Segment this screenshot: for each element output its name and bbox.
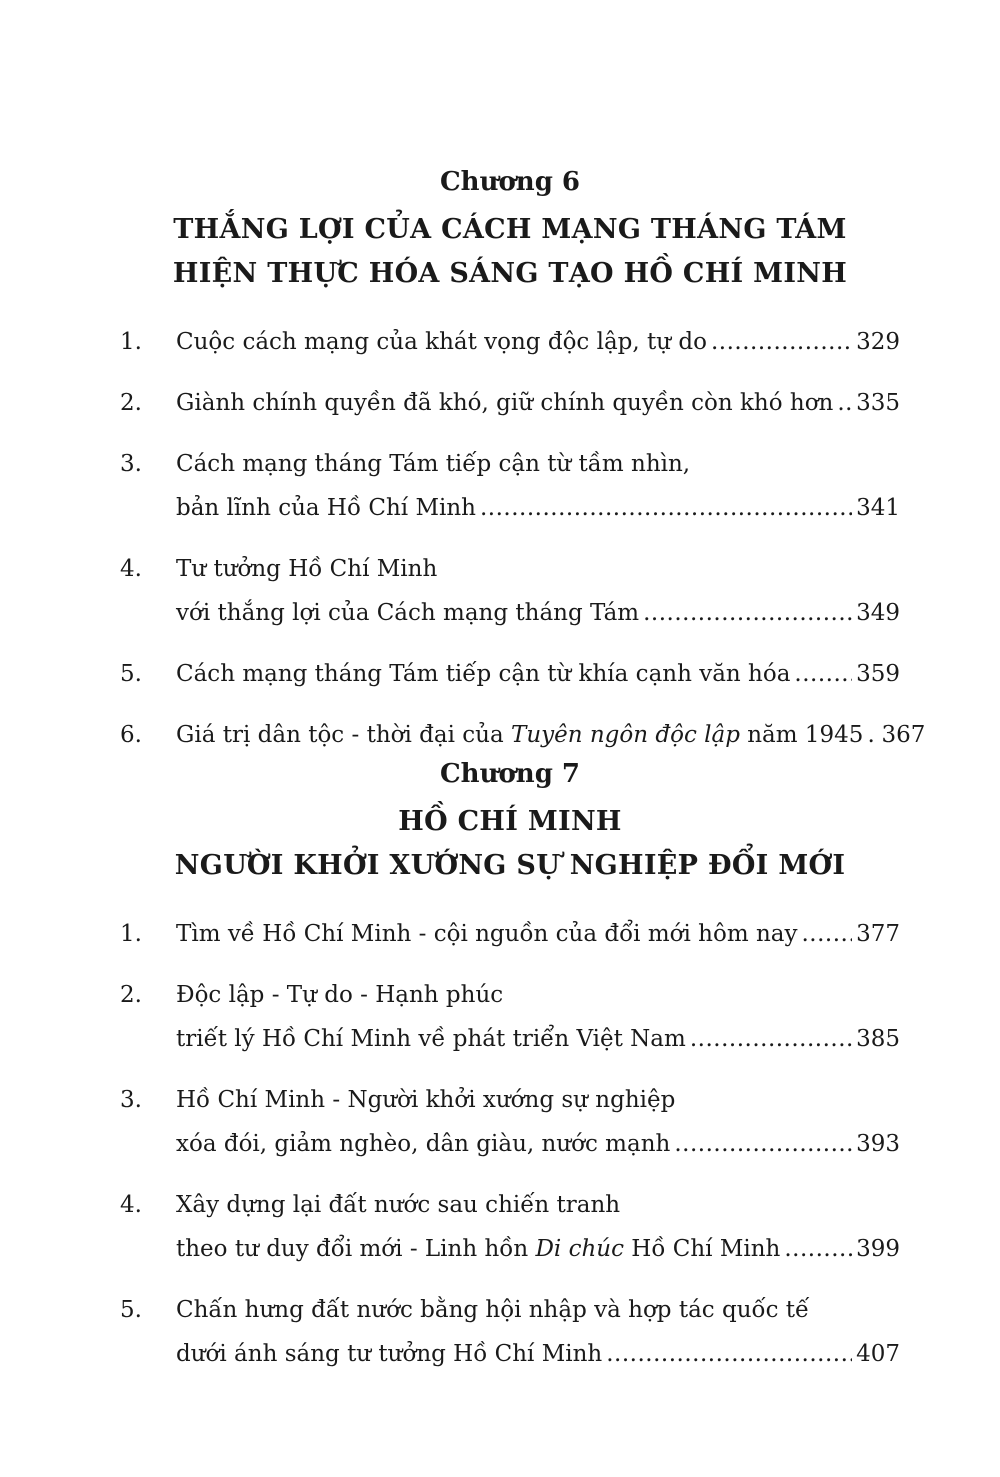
entry-title-text: Hồ Chí Minh xyxy=(623,1236,781,1262)
toc-entry[interactable] xyxy=(120,652,900,696)
toc-entry[interactable] xyxy=(120,713,926,757)
entry-number: 3. xyxy=(120,1087,142,1113)
toc-entry[interactable] xyxy=(120,1183,900,1271)
dot-leader xyxy=(837,381,852,425)
entry-page-number: 329 xyxy=(856,329,900,355)
chapter-title-line: THẮNG LỢI CỦA CÁCH MẠNG THÁNG TÁM xyxy=(173,214,847,245)
toc-entry[interactable] xyxy=(120,1288,900,1376)
entry-page-number: 335 xyxy=(856,390,900,416)
chapter-label: Chương 6 xyxy=(439,167,581,197)
dot-leader xyxy=(867,713,877,757)
chapter-title-line: HIỆN THỰC HÓA SÁNG TẠO HỒ CHÍ MINH xyxy=(172,258,848,289)
entry-number: 5. xyxy=(120,1297,142,1323)
entry-number: 5. xyxy=(120,661,142,687)
dot-leader xyxy=(690,1017,852,1061)
entry-page-number: 399 xyxy=(856,1236,900,1262)
dot-leader xyxy=(606,1332,852,1376)
entry-title: Giành chính quyền đã khó, giữ chính quyền còn khó hơn xyxy=(176,390,834,416)
toc-entry[interactable] xyxy=(120,320,900,364)
entry-page-number: 393 xyxy=(856,1131,900,1157)
entry-page-number: 359 xyxy=(856,661,900,687)
entry-number: 4. xyxy=(120,1192,142,1218)
entry-title-text: Giá trị dân tộc - thời đại của xyxy=(176,722,511,748)
entry-title xyxy=(176,1227,780,1271)
entry-page-number: 367 xyxy=(881,722,926,748)
entry-page-number: 349 xyxy=(856,600,900,626)
entry-number: 1. xyxy=(120,921,142,947)
entry-number: 2. xyxy=(120,982,142,1008)
dot-leader xyxy=(794,652,852,696)
toc-entry[interactable] xyxy=(120,442,900,530)
entry-title-line: Độc lập - Tự do - Hạnh phúc xyxy=(176,982,504,1008)
entry-title: dưới ánh sáng tư tưởng Hồ Chí Minh xyxy=(176,1341,603,1367)
toc-entry[interactable] xyxy=(120,973,900,1061)
entry-title-line: Hồ Chí Minh - Người khởi xướng sự nghiệp xyxy=(176,1087,676,1113)
entry-page-number: 385 xyxy=(856,1026,900,1052)
dot-leader xyxy=(784,1227,852,1271)
entry-number: 2. xyxy=(120,390,142,416)
entry-title-italic: Tuyên ngôn độc lập xyxy=(510,722,740,748)
entry-title: Cuộc cách mạng của khát vọng độc lập, tự do xyxy=(176,329,707,355)
toc-entry[interactable] xyxy=(120,1078,900,1166)
chapter-title xyxy=(120,208,900,296)
chapter-title xyxy=(120,800,900,888)
entry-title-line: Tư tưởng Hồ Chí Minh xyxy=(176,556,438,582)
toc-entry[interactable] xyxy=(120,912,900,956)
entry-number: 3. xyxy=(120,451,142,477)
entry-title-text: theo tư duy đổi mới - Linh hồn xyxy=(176,1236,536,1262)
entry-title-line: Chấn hưng đất nước bằng hội nhập và hợp tác quốc tế xyxy=(176,1297,810,1323)
entry-title: triết lý Hồ Chí Minh về phát triển Việt Nam xyxy=(176,1026,686,1052)
chapter-7-section xyxy=(120,754,900,1393)
entry-title: bản lĩnh của Hồ Chí Minh xyxy=(176,495,476,521)
toc-entry[interactable] xyxy=(120,381,900,425)
entry-page-number: 341 xyxy=(856,495,900,521)
chapter-label: Chương 7 xyxy=(439,759,581,789)
toc-entries xyxy=(120,912,900,1376)
entry-title: với thắng lợi của Cách mạng tháng Tám xyxy=(176,600,640,626)
entry-number: 4. xyxy=(120,556,142,582)
entry-number: 6. xyxy=(120,722,142,748)
dot-leader xyxy=(643,591,852,635)
entry-number: 1. xyxy=(120,329,142,355)
entry-title: Tìm về Hồ Chí Minh - cội nguồn của đổi mới hôm nay xyxy=(176,921,798,947)
chapter-6-section xyxy=(120,162,926,774)
dot-leader xyxy=(480,486,852,530)
entry-title: xóa đói, giảm nghèo, dân giàu, nước mạnh xyxy=(176,1131,671,1157)
entry-title-italic: Di chúc xyxy=(535,1236,624,1262)
dot-leader xyxy=(801,912,852,956)
dot-leader xyxy=(674,1122,852,1166)
entry-title: Cách mạng tháng Tám tiếp cận từ khía cạnh văn hóa xyxy=(176,661,791,687)
toc-entry[interactable] xyxy=(120,547,900,635)
entry-title-line: Cách mạng tháng Tám tiếp cận từ tầm nhìn, xyxy=(176,451,691,477)
entry-page-number: 407 xyxy=(856,1341,900,1367)
entry-title xyxy=(176,713,863,757)
chapter-title-line: NGƯỜI KHỞI XƯỚNG SỰ NGHIỆP ĐỔI MỚI xyxy=(174,850,846,881)
entry-page-number: 377 xyxy=(856,921,900,947)
toc-entries xyxy=(120,320,926,757)
chapter-title-line: HỒ CHÍ MINH xyxy=(398,806,622,837)
entry-title-line: Xây dựng lại đất nước sau chiến tranh xyxy=(176,1192,621,1218)
dot-leader xyxy=(711,320,852,364)
entry-title-text: năm 1945 xyxy=(739,722,864,748)
